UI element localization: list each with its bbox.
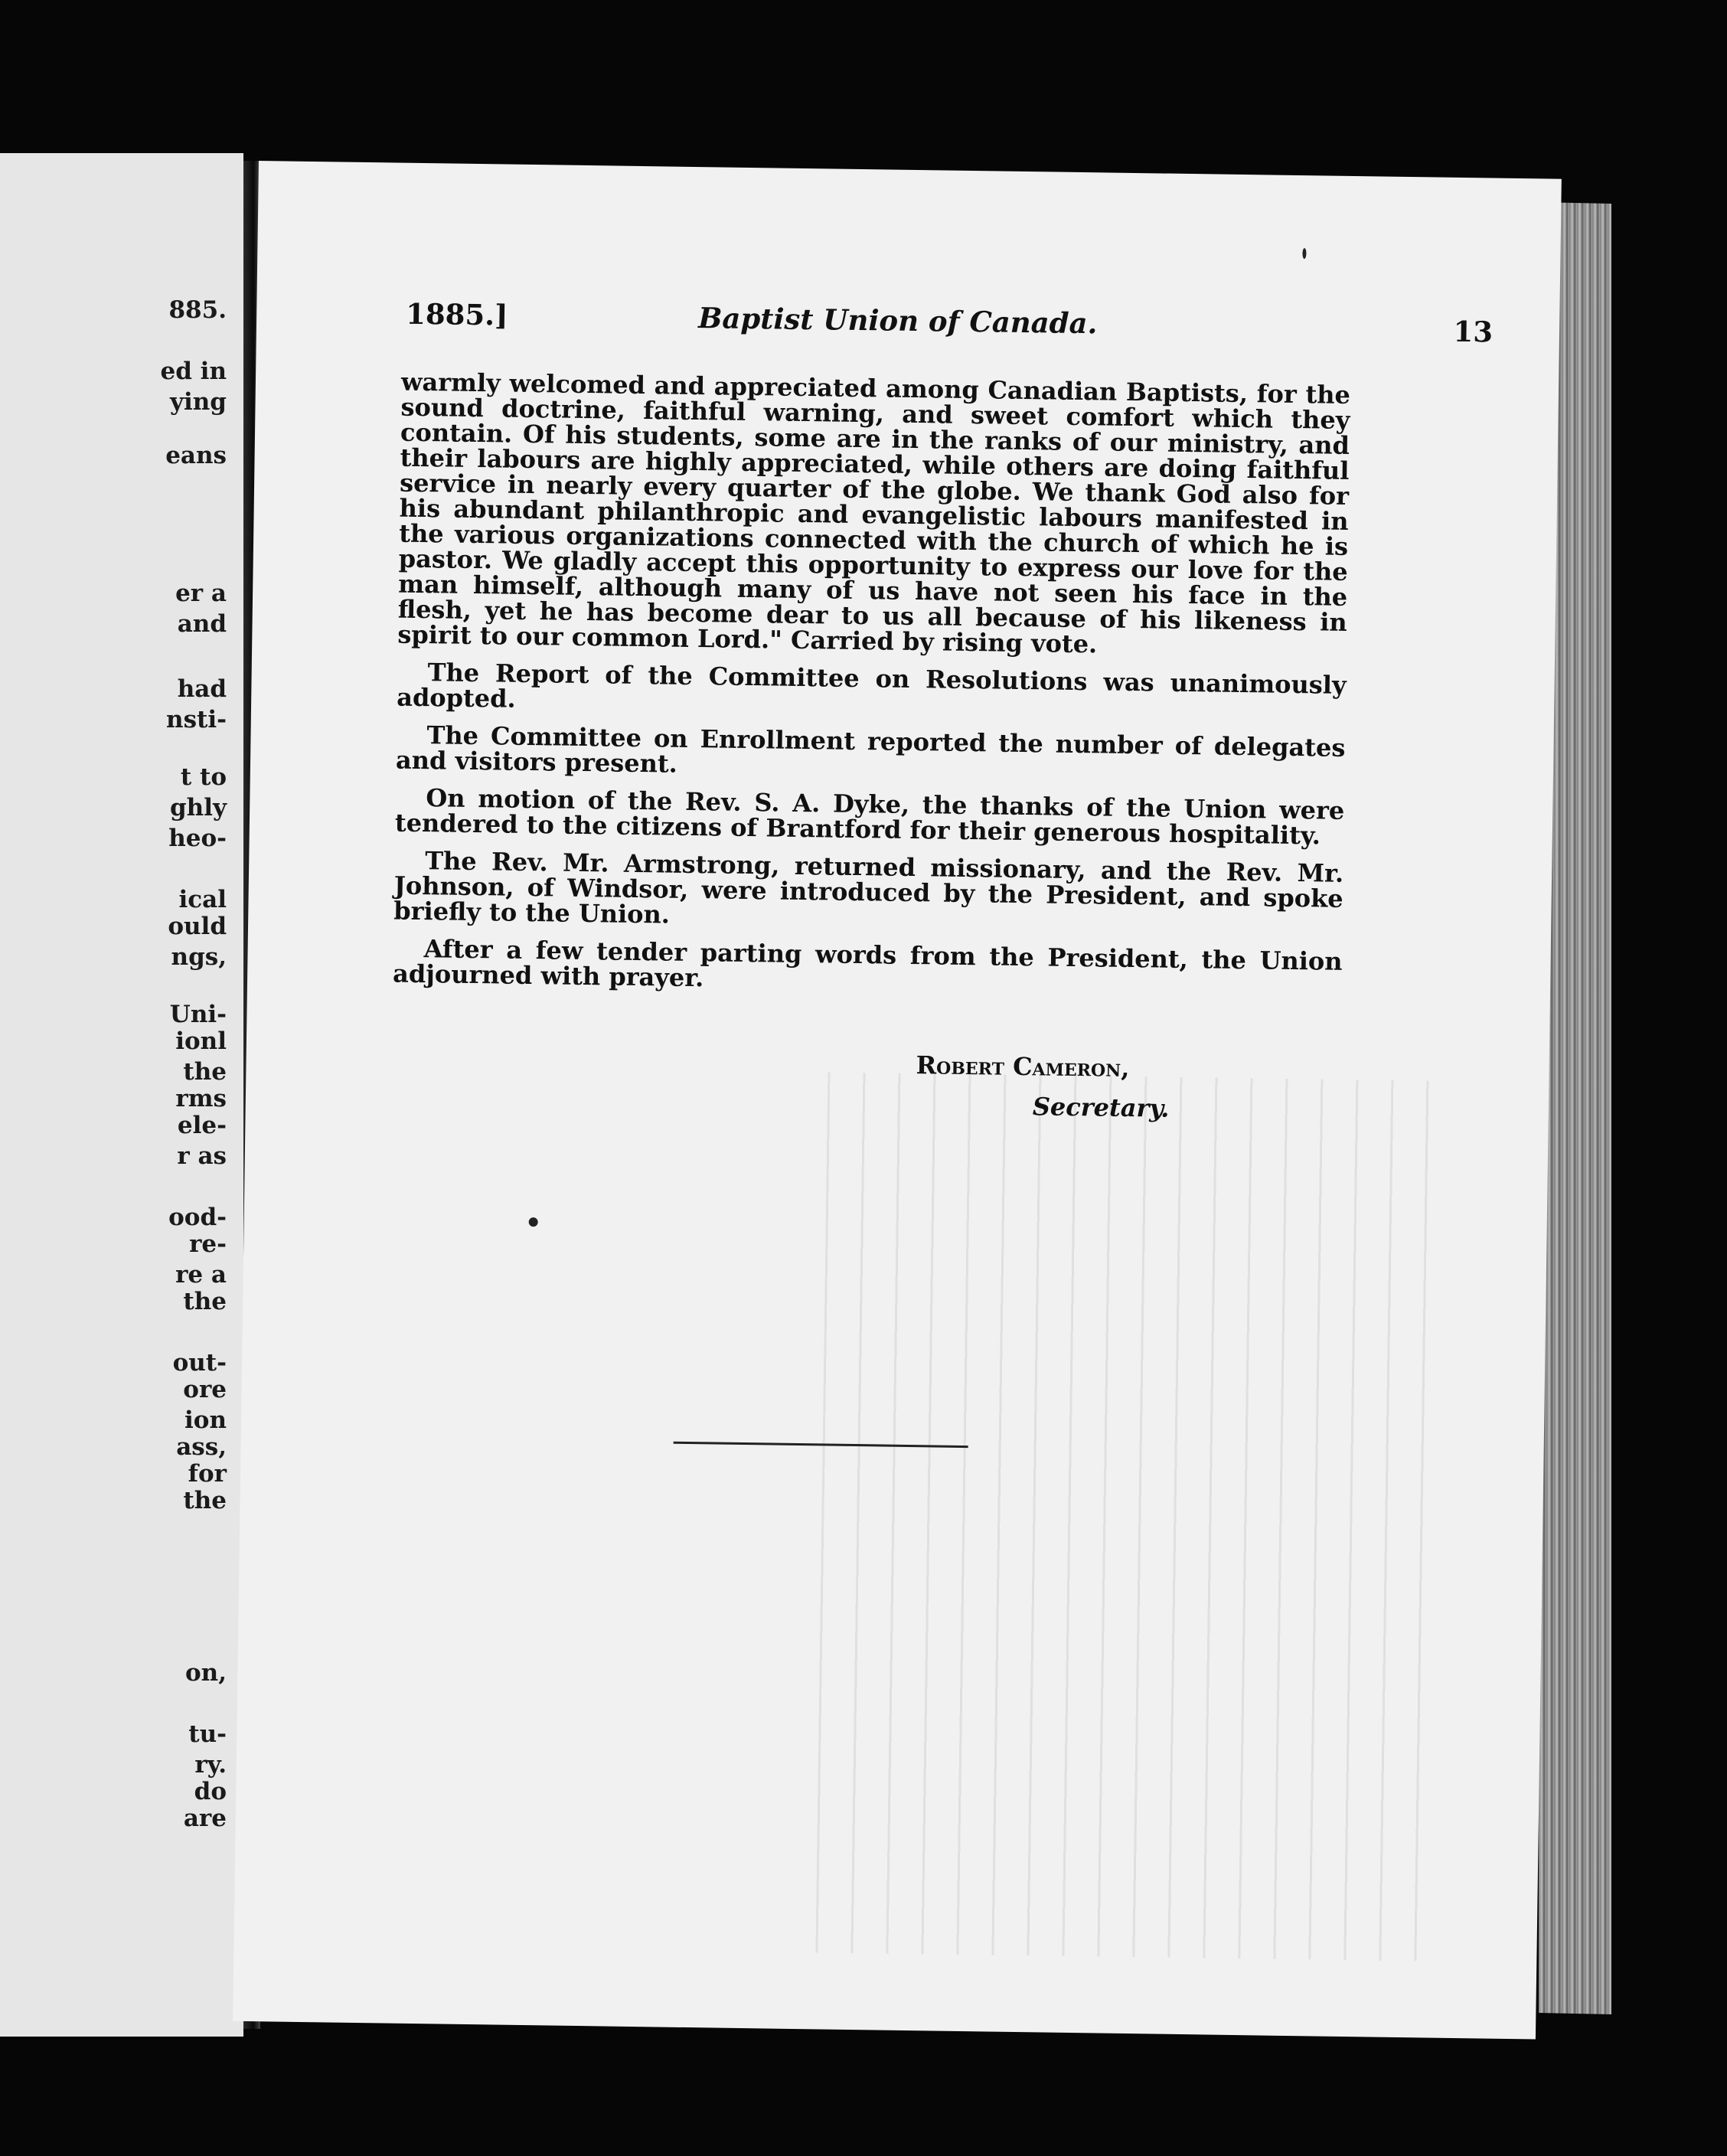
- left-page-line: 885.: [168, 296, 227, 324]
- left-page-line: the: [183, 1058, 227, 1086]
- left-page-line: had: [177, 675, 227, 703]
- left-page-line: are: [183, 1805, 227, 1832]
- ink-speck: [529, 1217, 538, 1227]
- signature-block: [392, 1044, 1341, 1123]
- signatory-role: Secretary.: [1032, 1092, 1170, 1123]
- paragraph-introductions: The Rev. Mr. Armstrong, returned missionary, and the Rev. Mr. Johnson, of Windsor, were introduced by the President, and spoke briefly to the Union.: [393, 846, 1344, 929]
- left-page-line: ngs,: [171, 943, 227, 971]
- left-page-line: ionl: [175, 1027, 227, 1055]
- paragraph-resolution: warmly welcomed and appreciated among Canadian Baptists, for the sound doctrine, faithful warning, and sweet comfort which they contain. Of his students, some are in the ranks of our ministry, and their labours are highly appreciated, while others are doing faithful service in nearly every quarter of the globe. We thank God also for his abundant philanthropic and evangelistic labours manifested in the various organizations connected with the church of which he is pastor. We gladly accept this opportunity to express our love for the man himself, although many of us have not seen his face in the flesh, yet he has become dear to us all because of his likeness in spirit to our common Lord." Carried by rising vote.: [397, 367, 1351, 659]
- left-page-line: do: [194, 1778, 227, 1805]
- left-page-line: for: [188, 1460, 227, 1488]
- ink-speck: [1302, 248, 1306, 259]
- left-page-line: re a: [175, 1261, 227, 1289]
- body-text: [392, 367, 1351, 1012]
- page-number: 13: [1453, 314, 1494, 349]
- left-page-line: t to: [180, 763, 227, 791]
- left-page-line: heo-: [168, 825, 227, 852]
- left-page-line: ood-: [168, 1204, 227, 1231]
- left-page-line: rms: [175, 1085, 227, 1112]
- left-page-line: ghly: [169, 794, 227, 822]
- left-page-line: Uni-: [169, 1001, 227, 1028]
- left-page-line: tu-: [188, 1720, 227, 1748]
- header-title: Baptist Union of Canada.: [697, 301, 1098, 341]
- left-page-line: er a: [175, 580, 227, 607]
- paragraph-thanks: On motion of the Rev. S. A. Dyke, the thanks of the Union were tendered to the citizens of Brantford for their generous hospitality.: [394, 783, 1345, 851]
- bleed-through-table: [815, 1072, 1455, 1961]
- left-page-line: nsti-: [166, 706, 227, 733]
- left-page-line: eans: [165, 442, 227, 469]
- paragraph-adjournment: After a few tender parting words from the President, the Union adjourned with prayer.: [392, 934, 1343, 993]
- left-page-line: ying: [169, 388, 227, 416]
- running-header: [406, 297, 1494, 358]
- left-page-line: ould: [168, 913, 227, 940]
- left-page-line: r as: [177, 1142, 227, 1170]
- left-page-line: ore: [183, 1376, 227, 1403]
- left-page-line: and: [177, 610, 227, 638]
- left-page-line: the: [183, 1487, 227, 1514]
- left-page-line: out-: [172, 1349, 227, 1377]
- header-year: 1885.]: [405, 296, 508, 332]
- paragraph-resolutions-report: The Report of the Committee on Resolutions was unanimously adopted.: [396, 658, 1347, 714]
- left-page-line: ed in: [160, 358, 227, 385]
- left-page-line: ical: [178, 886, 227, 913]
- left-page-line: on,: [184, 1659, 227, 1687]
- left-page-line: ry.: [194, 1751, 227, 1779]
- signatory-name: Robert Cameron,: [916, 1050, 1130, 1083]
- left-page-line: ass,: [176, 1433, 227, 1461]
- left-page-line: ele-: [177, 1112, 227, 1139]
- left-page-line: re-: [189, 1230, 227, 1258]
- left-page-line: ion: [184, 1406, 227, 1434]
- left-page-line: the: [183, 1288, 227, 1315]
- right-page: [233, 161, 1562, 2040]
- paragraph-enrollment: The Committee on Enrollment reported the number of delegates and visitors present.: [395, 720, 1346, 779]
- left-page-fragment: [0, 153, 243, 2037]
